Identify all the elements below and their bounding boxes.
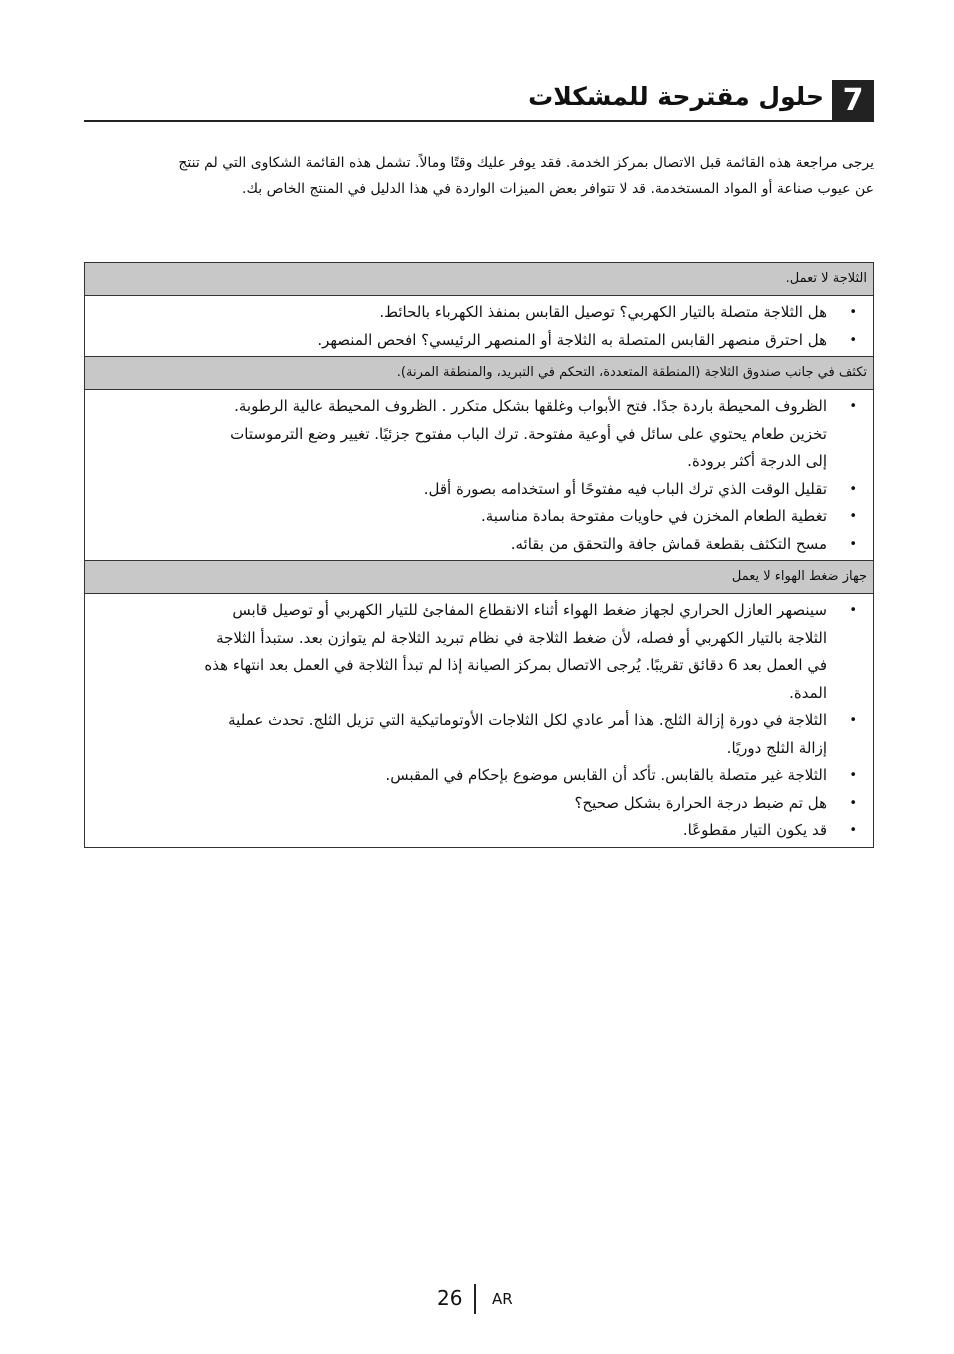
cause-line: الثلاجة في دورة إزالة الثلج. هذا أمر عادي لكل الثلاجات الأوتوماتيكية التي تزيل الثلج. تحدث عملية: [228, 711, 827, 729]
section-body: [85, 594, 873, 847]
intro-paragraph: [96, 150, 874, 202]
section-heading: جهاز ضغط الهواء لا يعمل: [85, 560, 873, 594]
chapter-number-badge: 7: [832, 80, 874, 120]
cause-line: هل الثلاجة متصلة بالتيار الكهربي؟ توصيل القابس بمنفذ الكهرباء بالحائط.: [379, 303, 827, 321]
cause-item: [93, 476, 857, 504]
cause-line: سينصهر العازل الحراري لجهاز ضغط الهواء أثناء الانقطاع المفاجئ للتيار الكهربي أو توصيل قابس: [232, 601, 827, 619]
page-footer: [0, 1284, 954, 1314]
cause-line: الظروف المحيطة باردة جدًا. فتح الأبواب وغلقها بشكل متكرر . الظروف المحيطة عالية الرطوبة.: [234, 397, 827, 415]
bullet-icon: •: [849, 768, 857, 783]
cause-item: [93, 393, 857, 476]
cause-list: [93, 597, 865, 845]
cause-item: [93, 503, 857, 531]
cause-line: تغطية الطعام المخزن في حاويات مفتوحة بمادة مناسبة.: [480, 507, 827, 525]
bullet-icon: •: [849, 536, 857, 552]
cause-item: [93, 299, 857, 327]
footer-divider: [474, 1284, 476, 1314]
chapter-title: حلول مقترحة للمشكلات: [528, 82, 824, 111]
cause-item: [93, 327, 857, 355]
troubleshooting-table: [84, 262, 874, 848]
intro-line: عن عيوب صناعة أو المواد المستخدمة. قد لا تتوافر بعض الميزات الواردة في هذا الدليل في المنتج الخاص بك.: [242, 181, 874, 197]
cause-line: الثلاجة غير متصلة بالقابس. تأكد أن القابس موضوع بإحكام في المقبس.: [385, 766, 827, 784]
cause-line: قد يكون التيار مقطوعًا.: [682, 821, 827, 839]
section-heading: الثلاجة لا تعمل.: [85, 263, 873, 296]
cause-line: تقليل الوقت الذي ترك الباب فيه مفتوحًا أو استخدامه بصورة أقل.: [423, 479, 827, 498]
section-body: [85, 390, 873, 560]
cause-line: تخزين طعام يحتوي على سائل في أوعية مفتوحة. ترك الباب مفتوح جزئيًا. تغيير وضع الترموستات: [230, 424, 827, 443]
bullet-icon: •: [849, 332, 857, 348]
cause-line: إزالة الثلج دوريًا.: [726, 738, 827, 757]
cause-item: [93, 531, 857, 559]
bullet-icon: •: [849, 305, 857, 320]
cause-line: هل تم ضبط درجة الحرارة بشكل صحيح؟: [574, 793, 827, 812]
cause-list: [93, 393, 865, 558]
cause-line: إلى الدرجة أكثر برودة.: [687, 452, 827, 470]
bullet-icon: •: [849, 481, 857, 497]
language-code: AR: [492, 1290, 513, 1308]
bullet-icon: •: [849, 399, 857, 414]
cause-line: مسح التكثف بقطعة قماش جافة والتحقق من بقائه.: [510, 534, 827, 553]
cause-list: [93, 299, 865, 354]
bullet-icon: •: [849, 603, 857, 618]
cause-item: [93, 762, 857, 790]
cause-line: في العمل بعد 6 دقائق تقريبًا. يُرجى الاتصال بمركز الصيانة إذا لم تبدأ الثلاجة في العمل بعد انتهاء هذه: [204, 656, 827, 674]
cause-line: الثلاجة بالتيار الكهربي أو فصله، لأن ضغط الثلاجة في نظام تبريد الثلاجة لم يتوازن بعد. ستبدأ الثلاجة: [216, 628, 827, 647]
cause-line: هل احترق منصهر القابس المتصلة به الثلاجة أو المنصهر الرئيسي؟ افحص المنصهر.: [317, 330, 827, 349]
section-body: [85, 296, 873, 356]
section-heading: تكثف في جانب صندوق الثلاجة (المنطقة المتعددة، التحكم في التبريد، والمنطقة المرنة).: [85, 356, 873, 390]
intro-line: يرجى مراجعة هذه القائمة قبل الاتصال بمركز الخدمة. فقد يوفر عليك وقتًا ومالاً. تشمل هذه القائمة الشكاوى التي لم تنتج: [178, 155, 874, 171]
bullet-icon: •: [849, 795, 857, 811]
cause-item: [93, 707, 857, 762]
bullet-icon: •: [849, 509, 857, 524]
page-number: 26: [437, 1286, 463, 1310]
cause-item: [93, 817, 857, 845]
cause-item: [93, 597, 857, 707]
cause-line: المدة.: [789, 683, 827, 702]
chapter-header: [84, 80, 874, 122]
bullet-icon: •: [849, 713, 857, 728]
cause-item: [93, 790, 857, 818]
bullet-icon: •: [849, 823, 857, 838]
